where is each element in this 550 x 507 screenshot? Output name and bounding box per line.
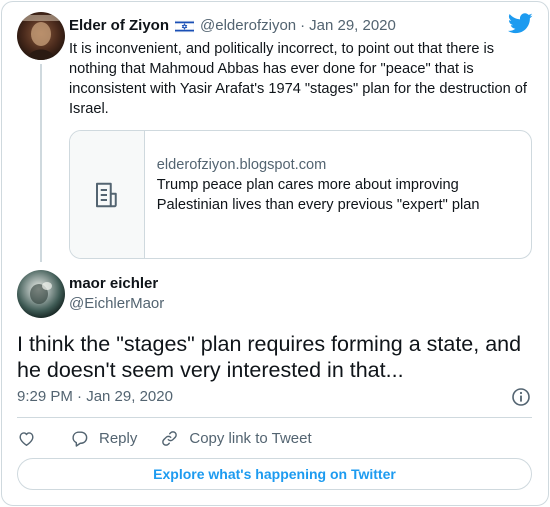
like-button[interactable] bbox=[17, 429, 36, 448]
divider bbox=[17, 417, 532, 418]
reply-timestamp[interactable]: 9:29 PM · Jan 29, 2020 bbox=[17, 388, 173, 405]
info-icon[interactable] bbox=[511, 387, 531, 407]
parent-handle[interactable]: @elderofziyon bbox=[200, 16, 297, 34]
thread-connector-line bbox=[40, 64, 42, 262]
copy-link-label: Copy link to Tweet bbox=[189, 429, 312, 447]
reply-author-name[interactable]: maor eichler bbox=[69, 275, 159, 292]
parent-date[interactable]: Jan 29, 2020 bbox=[309, 16, 396, 34]
explore-twitter-button[interactable]: Explore what's happening on Twitter bbox=[17, 458, 532, 490]
reply-avatar[interactable] bbox=[17, 270, 65, 318]
link-title: Trump peace plan cares more about improving Palestinian lives than every previous "expert" plan bbox=[156, 177, 480, 213]
action-bar bbox=[17, 427, 312, 449]
link-preview-card[interactable] bbox=[69, 130, 532, 259]
link-thumbnail bbox=[70, 131, 145, 258]
parent-tweet-header bbox=[69, 15, 396, 35]
parent-author-name[interactable]: Elder of Ziyon bbox=[69, 16, 170, 34]
separator-dot: · bbox=[300, 16, 306, 34]
copy-link-button[interactable] bbox=[160, 429, 311, 448]
document-icon bbox=[92, 180, 122, 210]
reply-button[interactable] bbox=[70, 429, 137, 448]
link-icon bbox=[160, 429, 179, 448]
reply-bubble-icon bbox=[70, 429, 89, 448]
reply-handle[interactable]: @EichlerMaor bbox=[69, 295, 165, 312]
reply-tweet-text: I think the "stages" plan requires forming a state, and he doesn't seem very interested in that... bbox=[17, 332, 522, 382]
link-domain: elderofziyon.blogspot.com bbox=[156, 157, 327, 173]
twitter-bird-icon[interactable] bbox=[508, 13, 533, 34]
israel-flag-icon bbox=[175, 20, 194, 33]
reply-label: Reply bbox=[99, 429, 138, 447]
heart-icon bbox=[17, 429, 36, 448]
link-text-body bbox=[145, 131, 531, 258]
parent-tweet-text: It is inconvenient, and politically incorrect, to point out that there is nothing that Mahmoud Abbas has ever done for "peace" that is inconsistent with Yasir Arafat's 1974 "stages" plan for the destruction of Israel. bbox=[69, 41, 527, 117]
parent-avatar[interactable] bbox=[17, 12, 65, 60]
